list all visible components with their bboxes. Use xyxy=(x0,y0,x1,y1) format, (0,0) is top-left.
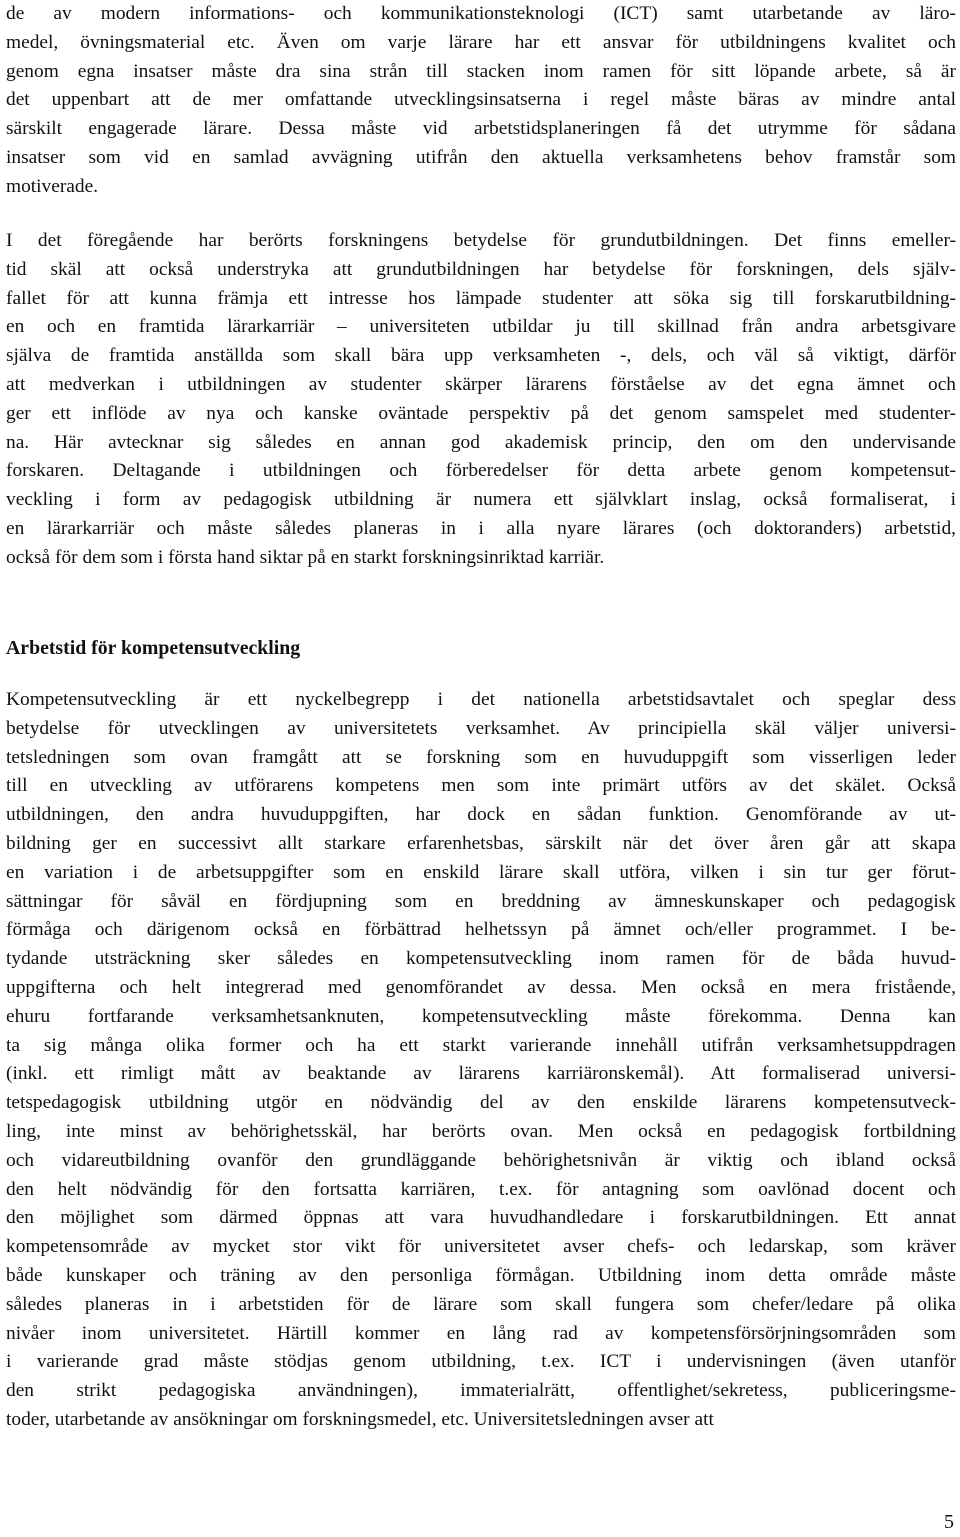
paragraph-research-and-education xyxy=(6,227,956,573)
text-line: en lärarkarriär och måste således planeras in i alla nyare lärares (och doktoranders) arbetstid, xyxy=(6,517,956,539)
text-line: I det föregående har berörts forskningens betydelse för grundutbildningen. Det finns emeller- xyxy=(6,230,956,251)
text-line: ling, inte minst av behörighetsskäl, har berörts ovan. Men också en pedagogisk fortbildning xyxy=(6,1120,956,1142)
text-line: ger ett inflöde av nya och kanske oväntade perspektiv på det genom samspelet med studenter- xyxy=(6,402,956,424)
text-line: att medverkan i utbildningen av studenter skärper lärarens förståelse av det egna ämnet och xyxy=(6,373,956,395)
text-line: både kunskaper och träning av den personliga förmågan. Utbildning inom detta område måste xyxy=(6,1264,956,1286)
text-line: Kompetensutveckling är ett nyckelbegrepp i det nationella arbetstidsavtalet och speglar dess xyxy=(6,689,956,710)
text-line: ehuru fortfarande verksamhetsanknuten, kompetensutveckling måste förekomma. Denna kan xyxy=(6,1005,956,1027)
text-line: den helt nödvändig för den fortsatta karriären, t.ex. för antagning som oavlönad docent och xyxy=(6,1178,956,1200)
text-line: uppgifterna och helt integrerad med genomförandet av dessa. Men också en mera fristående, xyxy=(6,976,956,998)
text-line: i varierande grad måste stödjas genom utbildning, t.ex. ICT i undervisningen (även utanför xyxy=(6,1351,956,1373)
text-line: särskilt engagerade lärare. Dessa måste vid arbetstidsplaneringen få det utrymme för sådana xyxy=(6,118,956,140)
text-line: utbildningen, den andra huvuduppgiften, har dock en sådan funktion. Genomförande av ut- xyxy=(6,804,956,826)
text-line: insatser som vid en samlad avvägning utifrån den aktuella verksamhetens behov framstår som xyxy=(6,146,956,168)
page-number: 5 xyxy=(944,1511,954,1533)
text-line: toder, utarbetande av ansökningar om forskningsmedel, etc. Universitetsledningen avser att xyxy=(6,1408,714,1430)
text-line: ta sig många olika former och ha ett starkt varierande innehåll utifrån verksamhetsuppdragen xyxy=(6,1034,956,1056)
text-line: således planeras in i arbetstiden för de lärare som skall fungera som chefer/ledare på olika xyxy=(6,1293,956,1315)
text-line: veckling i form av pedagogisk utbildning är numera ett självklart inslag, också formaliserat, i xyxy=(6,489,956,511)
text-line: kompetensområde av mycket stor vikt för universitetet avser chefs- och ledarskap, som kräver xyxy=(6,1236,956,1258)
text-line: de av modern informations- och kommunikationsteknologi (ICT) samt utarbetande av läro- xyxy=(6,3,956,24)
text-line: medel, övningsmaterial etc. Även om varje lärare har ett ansvar för utbildningens kvalitet och xyxy=(6,31,956,53)
section-heading: Arbetstid för kompetensutveckling xyxy=(6,637,301,659)
text-line: bildning ger en successivt allt starkare erfarenhetsbas, särskilt när det över åren går att skapa xyxy=(6,832,956,854)
text-line: den strikt pedagogiska användningen), immaterialrätt, offentlighet/sekretess, publiceringsme- xyxy=(6,1380,956,1402)
text-line: fallet för att kunna främja ett intresse hos lämpade studenter att söka sig till forskarutbildning- xyxy=(6,287,956,309)
text-line: sättningar för såväl en fördjupning som en breddning av ämneskunskaper och pedagogisk xyxy=(6,890,956,912)
text-line: också för dem som i första hand siktar på en starkt forskningsinriktad karriär. xyxy=(6,546,605,568)
text-line: tetsledningen som ovan framgått att se forskning som en huvuduppgift som visserligen leder xyxy=(6,746,956,768)
text-line: motiverade. xyxy=(6,175,99,197)
text-line: nivåer inom universitetet. Härtill kommer en lång rad av kompetensförsörjningsområden som xyxy=(6,1322,956,1344)
text-line: själva de framtida anställda som skall bära upp verksamheten -, dels, och väl så viktigt, därför xyxy=(6,345,956,367)
text-line: tydande utsträckning sker således en kompetensutveckling inom ramen för de båda huvud- xyxy=(6,948,956,970)
text-line: forskaren. Deltagande i utbildningen och förberedelser för detta arbete genom kompetensut- xyxy=(6,460,956,482)
text-line: tid skäl att också understryka att grundutbildningen har betydelse för forskningen, dels själv- xyxy=(6,258,956,280)
text-line: genom egna insatser måste dra sina strån till stacken inom ramen för sitt löpande arbete, så är xyxy=(6,60,956,82)
text-line: förmåga och därigenom också en förbättrad helhetssyn på ämnet och/eller programmet. I be- xyxy=(6,919,956,941)
text-line: (inkl. ett rimligt mått av beaktande av lärarens karriäronskemål). Att formaliserad universi- xyxy=(6,1063,956,1085)
text-line: till en utveckling av utförarens kompetens men som inte primärt utförs av det skälet. Också xyxy=(6,775,956,797)
text-line: na. Här avtecknar sig således en annan god akademisk princip, den om den undervisande xyxy=(6,431,956,453)
text-line: den möjlighet som därmed öppnas att vara huvudhandledare i forskarutbildningen. Ett annat xyxy=(6,1207,956,1229)
paragraph-ict-development xyxy=(6,0,956,202)
text-line: en och en framtida lärarkarriär – universiteten utbildar ju till skillnad från andra arbetsgivare xyxy=(6,316,956,338)
paragraph-competence-development xyxy=(6,686,956,1435)
text-line: det uppenbart att de mer omfattande utvecklingsinsatserna i regel måste bäras av mindre antal xyxy=(6,89,956,111)
text-line: en variation i de arbetsuppgifter som en enskild lärare skall utföra, vilken i sin tur ger förut- xyxy=(6,861,956,883)
text-line: tetspedagogisk utbildning utgör en nödvändig del av den enskilde lärarens kompetensutveck- xyxy=(6,1092,956,1114)
text-line: och vidareutbildning ovanför den grundläggande behörighetsnivån är viktig och ibland också xyxy=(6,1149,956,1171)
text-line: betydelse för utvecklingen av universitetets verksamhet. Av principiella skäl väljer universi- xyxy=(6,717,956,739)
